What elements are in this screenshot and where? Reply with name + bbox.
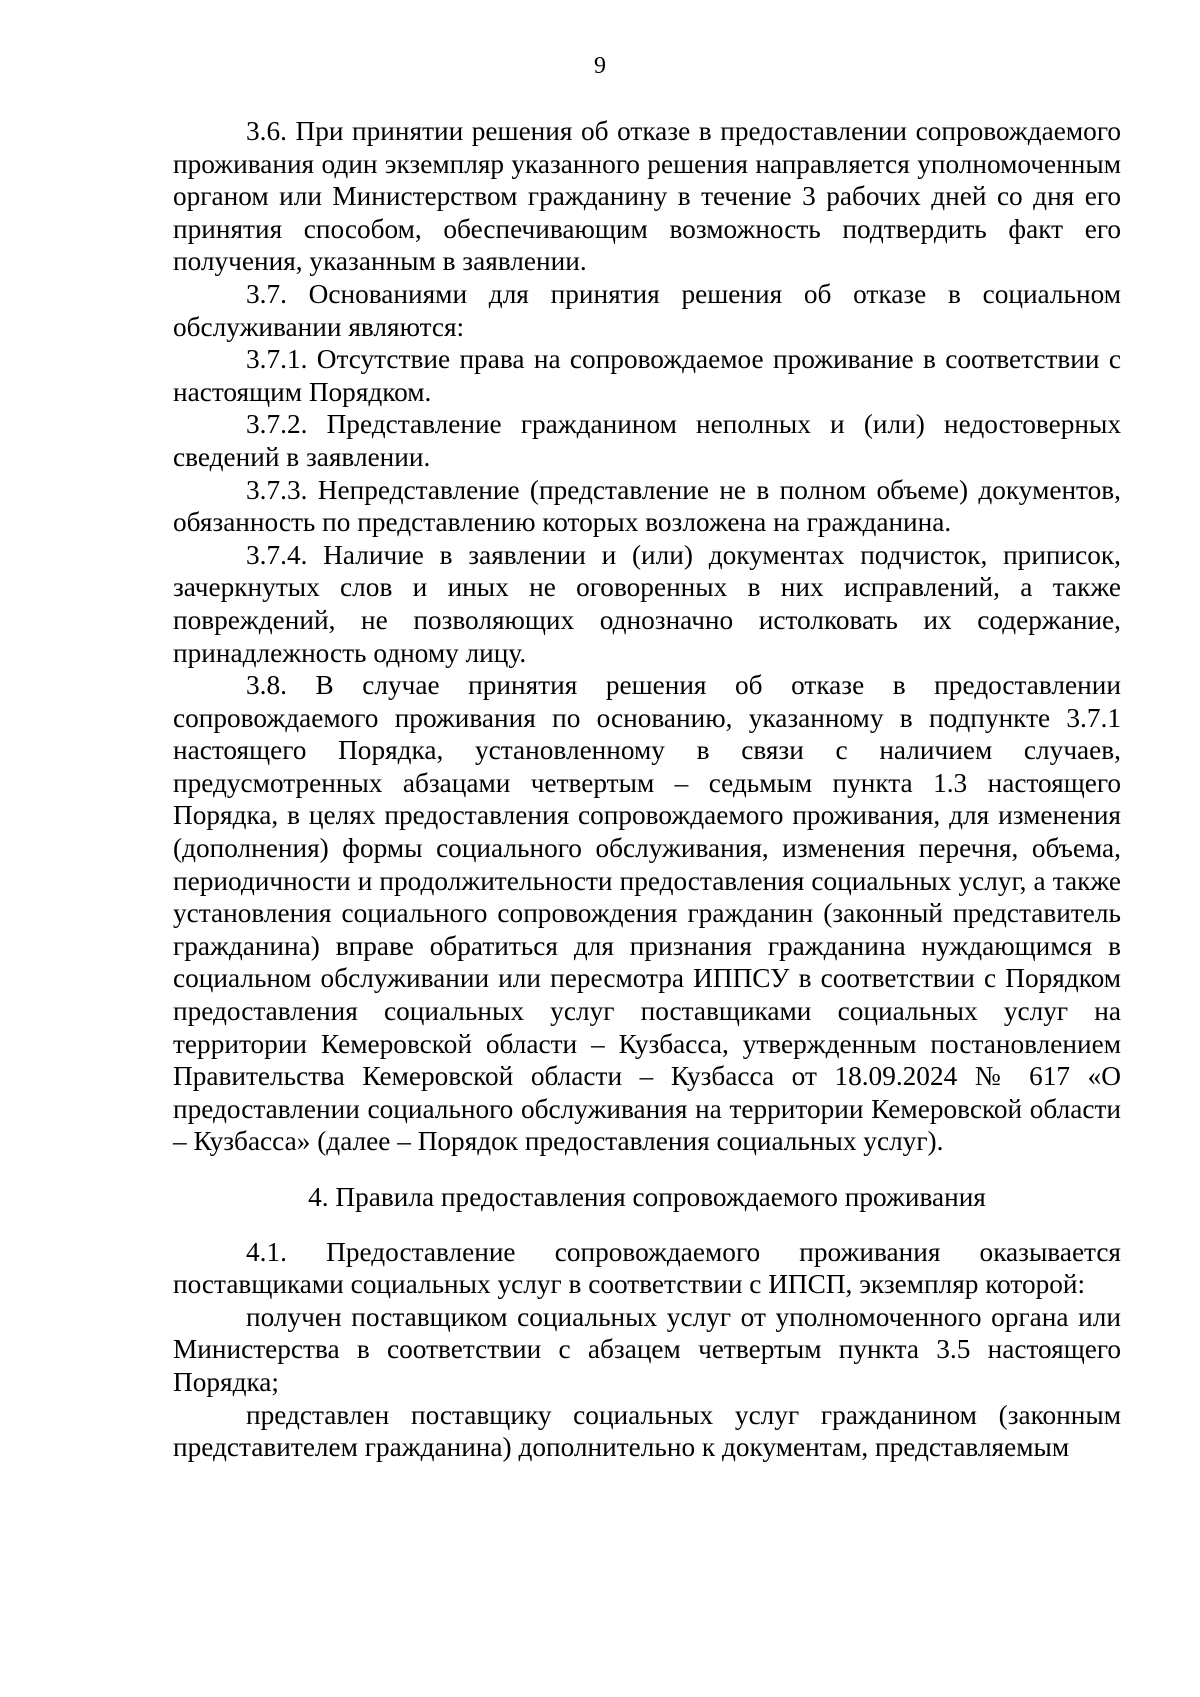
paragraph-4-1: 4.1. Предоставление сопровождаемого проживания оказывается поставщиками социальных услуг в соответствии с ИПСП, экземпляр которой: bbox=[173, 1236, 1121, 1300]
section-heading: 4. Правила предоставления сопровождаемого проживания bbox=[308, 1182, 986, 1212]
page-number: 9 bbox=[594, 53, 606, 79]
paragraph-4-1-item-1: получен поставщиком социальных услуг от уполномоченного органа или Министерства в соответствии с абзацем четвертым пункта 3.5 настоящего Порядка; bbox=[173, 1301, 1121, 1397]
paragraph-3-6: 3.6. При принятии решения об отказе в предоставлении сопровождаемого проживания один экземпляр указанного решения направляется уполномоченным органом или Министерством гражданину в течение 3 рабочих дней со дня его принятия способом, обеспечивающим возможность подтвердить факт его получения, указанным в заявлении. bbox=[173, 116, 1121, 277]
paragraph-3-7-4: 3.7.4. Наличие в заявлении и (или) документах подчисток, приписок, зачеркнутых слов и иных не оговоренных в них исправлений, а также повреждений, не позволяющих однозначно истолковать их содержание, принадлежность одному лицу. bbox=[173, 539, 1121, 668]
paragraph-3-8: 3.8. В случае принятия решения об отказе в предоставлении сопровождаемого проживания по основанию, указанному в подпункте 3.7.1 настоящего Порядка, установленному в связи с наличием случаев, предусмотренных абзацами четвертым – седьмым пункта 1.3 настоящего Порядка, в целях предоставления сопровождаемого проживания, для изменения (дополнения) формы социального обслуживания, изменения перечня, объема, периодичности и продолжительности предоставления социальных услуг, а также установления социального сопровождения гражданин (законный представитель гражданина) вправе обратиться для признания гражданина нуждающимся в социальном обслуживании или пересмотра ИППСУ в соответствии с Порядком предоставления социальных услуг поставщиками социальных услуг на территории Кемеровской области – Кузбасса, утвержденным постановлением Правительства Кемеровской области – Кузбасса от 18.09.2024 № 617 «О предоставлении социального обслуживания на территории Кемеровской области – Кузбасса» (далее – Порядок предоставления социальных услуг). bbox=[173, 670, 1121, 1157]
paragraph-4-1-item-2: представлен поставщику социальных услуг гражданином (законным представителем гражданина) дополнительно к документам, представляемым bbox=[173, 1399, 1121, 1463]
paragraph-3-7: 3.7. Основаниями для принятия решения об отказе в социальном обслуживании являются: bbox=[173, 278, 1121, 342]
paragraph-3-7-1: 3.7.1. Отсутствие права на сопровождаемое проживание в соответствии с настоящим Порядком. bbox=[173, 344, 1121, 407]
paragraph-3-7-3: 3.7.3. Непредставление (представление не в полном объеме) документов, обязанность по представлению которых возложена на гражданина. bbox=[173, 474, 1121, 538]
document-body bbox=[173, 115, 1121, 1464]
paragraph-3-7-2: 3.7.2. Представление гражданином неполных и (или) недостоверных сведений в заявлении. bbox=[173, 409, 1121, 472]
